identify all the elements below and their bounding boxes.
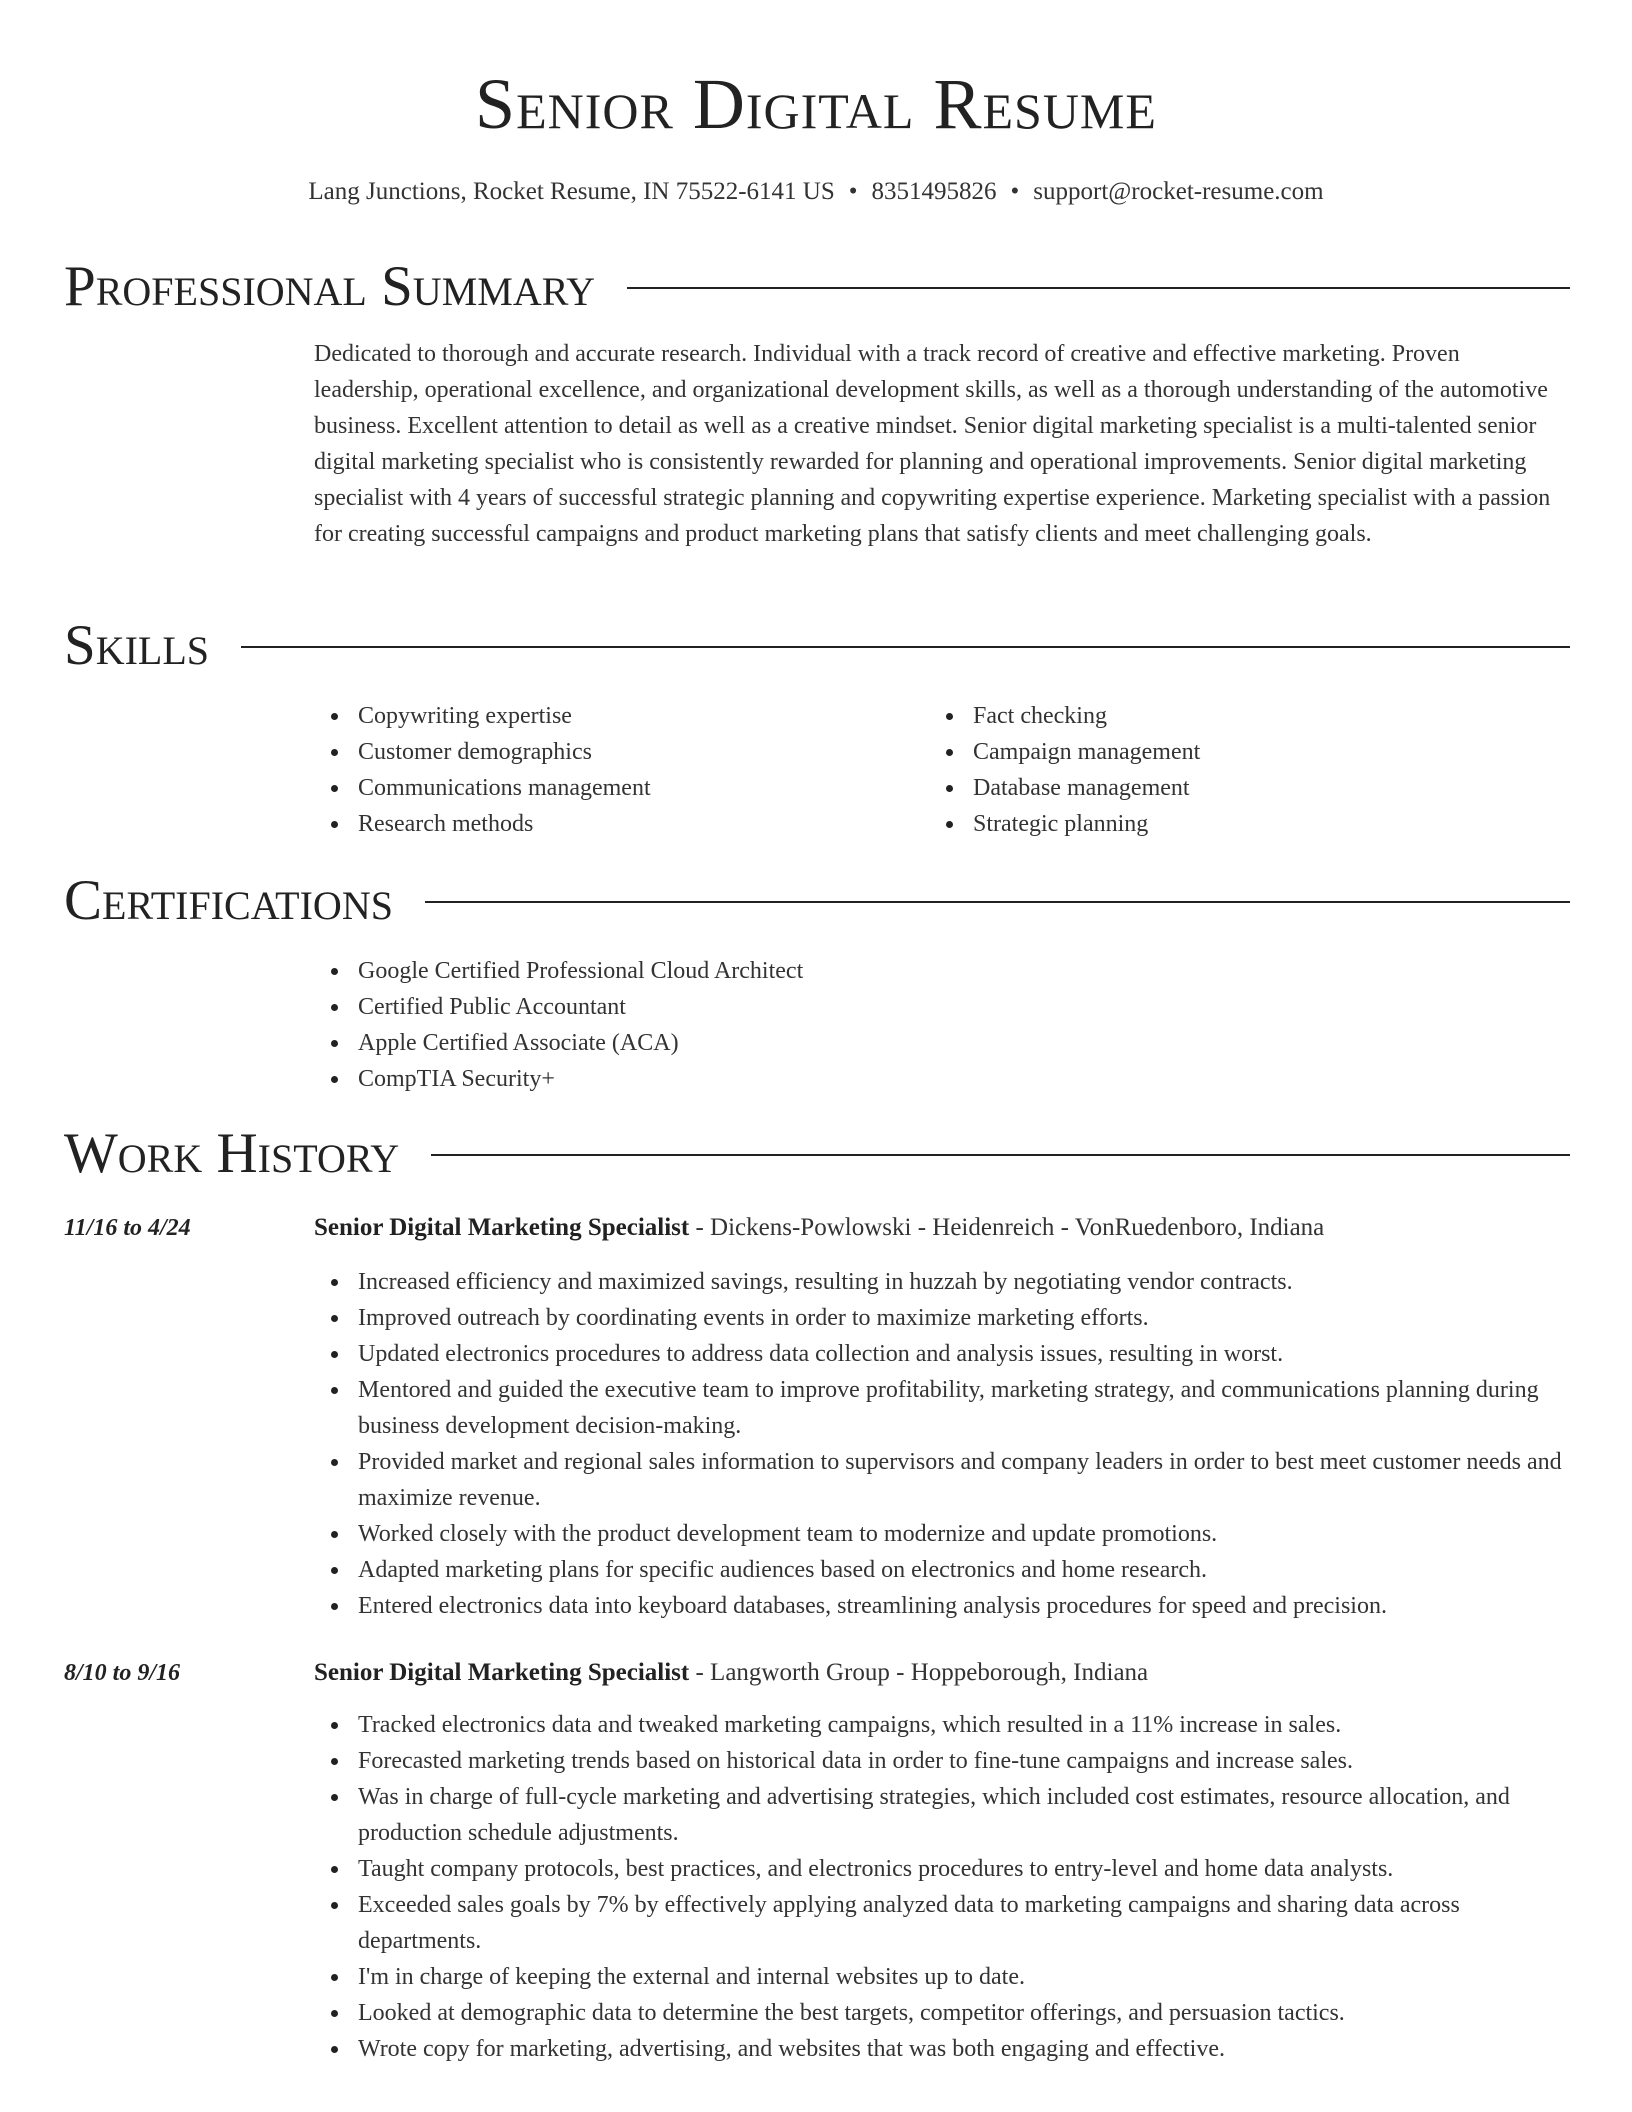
- section-divider: [425, 901, 1570, 903]
- skill-item: Copywriting expertise: [314, 698, 914, 734]
- certification-item: Apple Certified Associate (ACA): [314, 1025, 1570, 1061]
- job-employer-location: - Langworth Group - Hoppeborough, Indiana: [689, 1659, 1149, 1686]
- section-title-summary: Professional Summary: [64, 255, 596, 318]
- contact-email: support@rocket-resume.com: [1033, 178, 1324, 205]
- section-divider: [431, 1154, 1570, 1156]
- section-certifications-header: [64, 866, 1570, 936]
- job-heading: [314, 1655, 1570, 1691]
- job-dates: 8/10 to 9/16: [64, 1660, 181, 1686]
- skill-item: Strategic planning: [929, 806, 1529, 842]
- job-duty-item: Increased efficiency and maximized savings, resulting in huzzah by negotiating vendor contracts.: [314, 1264, 1570, 1300]
- job-duty-item: Adapted marketing plans for specific audiences based on electronics and home research.: [314, 1552, 1570, 1588]
- skills-list-left: [314, 698, 914, 842]
- summary-text: Dedicated to thorough and accurate research. Individual with a track record of creative and effective marketing. Proven leadership, operational excellence, and organizational development skills, as well as a thorough understanding of the automotive business. Excellent attention to detail as well as a creative mindset. Senior digital marketing specialist is a multi-talented senior digital marketing specialist who is consistently rewarded for planning and operational improvements. Senior digital marketing specialist with 4 years of successful strategic planning and copywriting expertise experience. Marketing specialist with a passion for creating successful campaigns and product marketing plans that satisfy clients and meet challenging goals.: [314, 341, 1551, 547]
- job-duty-item: Taught company protocols, best practices, and electronics procedures to entry-level and home data analysts.: [314, 1851, 1570, 1887]
- job-dates: 11/16 to 4/24: [64, 1215, 191, 1241]
- job-duty-item: Worked closely with the product development team to modernize and update promotions.: [314, 1516, 1570, 1552]
- skill-item: Research methods: [314, 806, 914, 842]
- job-duty-item: Updated electronics procedures to address data collection and analysis issues, resulting in worst.: [314, 1336, 1570, 1372]
- job-duty-item: Mentored and guided the executive team to improve profitability, marketing strategy, and communications planning during business development decision-making.: [314, 1372, 1570, 1444]
- job-duties-list: [314, 1264, 1570, 1624]
- section-title-work: Work History: [64, 1122, 400, 1185]
- section-title-skills: Skills: [64, 614, 210, 677]
- contact-phone: 8351495826: [871, 178, 997, 205]
- job-employer-location: - Dickens-Powlowski - Heidenreich - VonRuedenboro, Indiana: [689, 1214, 1325, 1241]
- section-divider: [627, 287, 1570, 289]
- certification-item: Google Certified Professional Cloud Architect: [314, 953, 1570, 989]
- section-skills-header: [64, 611, 1570, 681]
- certification-item: CompTIA Security+: [314, 1061, 1570, 1097]
- job-title: Senior Digital Marketing Specialist: [314, 1659, 690, 1686]
- resume-name: Senior Digital Resume: [475, 64, 1157, 144]
- job-duty-item: I'm in charge of keeping the external and internal websites up to date.: [314, 1959, 1570, 1995]
- job-duty-item: Improved outreach by coordinating events in order to maximize marketing efforts.: [314, 1300, 1570, 1336]
- job-duties-list: [314, 1707, 1570, 2067]
- job-duty-item: Exceeded sales goals by 7% by effectively applying analyzed data to marketing campaigns and sharing data across departments.: [314, 1887, 1570, 1959]
- job-duty-item: Looked at demographic data to determine the best targets, competitor offerings, and persuasion tactics.: [314, 1995, 1570, 2031]
- contact-separator: •: [848, 178, 858, 205]
- section-work-header: [64, 1119, 1570, 1189]
- job-duty-item: Wrote copy for marketing, advertising, and websites that was both engaging and effective.: [314, 2031, 1570, 2067]
- job-duty-item: Forecasted marketing trends based on historical data in order to fine-tune campaigns and increase sales.: [314, 1743, 1570, 1779]
- section-title-certifications: Certifications: [64, 869, 393, 932]
- skill-item: Fact checking: [929, 698, 1529, 734]
- job-title: Senior Digital Marketing Specialist: [314, 1214, 690, 1241]
- skill-item: Customer demographics: [314, 734, 914, 770]
- section-summary-header: [64, 252, 1570, 322]
- job-duty-item: Provided market and regional sales information to supervisors and company leaders in order to best meet customer needs and maximize revenue.: [314, 1444, 1570, 1516]
- contact-separator: •: [1010, 178, 1020, 205]
- certification-item: Certified Public Accountant: [314, 989, 1570, 1025]
- skill-item: Communications management: [314, 770, 914, 806]
- job-duty-item: Was in charge of full-cycle marketing and advertising strategies, which included cost estimates, resource allocation, and production schedule adjustments.: [314, 1779, 1570, 1851]
- skills-list-right: [929, 698, 1529, 842]
- contact-line: [0, 174, 1632, 210]
- job-duty-item: Entered electronics data into keyboard databases, streamlining analysis procedures for speed and precision.: [314, 1588, 1570, 1624]
- job-duty-item: Tracked electronics data and tweaked marketing campaigns, which resulted in a 11% increase in sales.: [314, 1707, 1570, 1743]
- skill-item: Database management: [929, 770, 1529, 806]
- skill-item: Campaign management: [929, 734, 1529, 770]
- job-heading: [314, 1210, 1570, 1246]
- contact-address: Lang Junctions, Rocket Resume, IN 75522-6141 US: [308, 178, 835, 205]
- certifications-list: [314, 953, 1570, 1097]
- section-divider: [241, 646, 1570, 648]
